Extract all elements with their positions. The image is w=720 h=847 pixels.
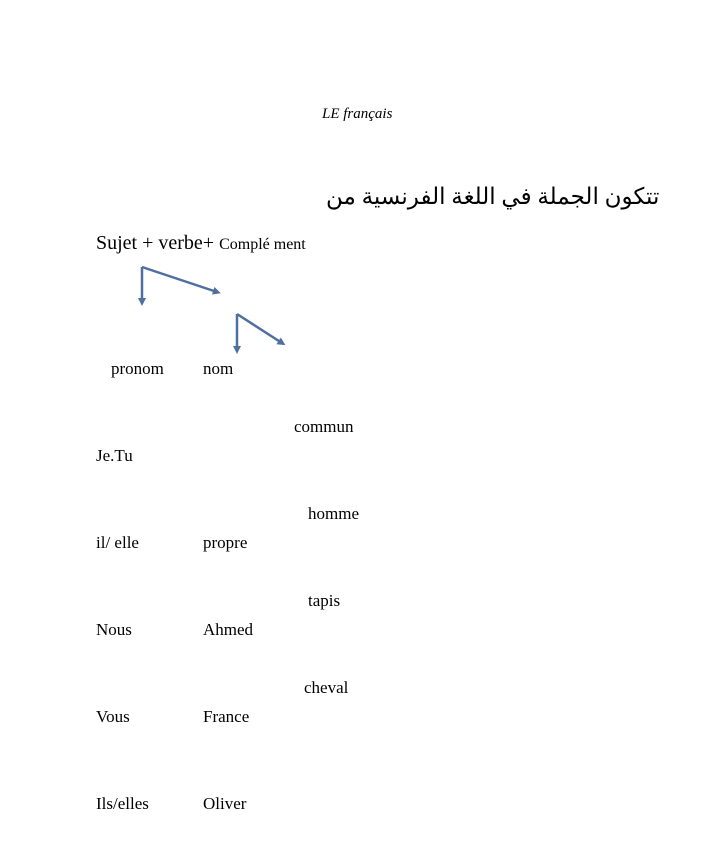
formula-part-subject-verb: Sujet + verbe+ bbox=[96, 232, 215, 254]
proper-noun-item: Ahmed bbox=[203, 620, 254, 639]
pronoun-header: pronom bbox=[111, 359, 164, 378]
common-noun-item: tapis bbox=[308, 591, 341, 610]
noun-header: nom bbox=[203, 359, 234, 378]
common-noun-item: homme bbox=[308, 504, 359, 523]
proper-noun-item: propre bbox=[203, 533, 248, 552]
proper-noun-item: Oliver bbox=[203, 794, 247, 813]
proper-noun-item: France bbox=[203, 707, 250, 726]
pronoun-item: Nous bbox=[96, 620, 132, 639]
common-noun-item: commun bbox=[294, 417, 354, 436]
page-title: LE français bbox=[322, 106, 393, 122]
pronoun-item: Je.Tu bbox=[96, 446, 133, 465]
pronoun-item: Vous bbox=[96, 707, 130, 726]
pronoun-item: il/ elle bbox=[96, 533, 139, 552]
arabic-heading: تتكون الجملة في اللغة الفرنسية من bbox=[326, 184, 660, 209]
common-noun-item: cheval bbox=[304, 678, 349, 697]
arrow-subject-to-noun bbox=[142, 267, 217, 292]
formula-part-complement: Complé ment bbox=[219, 236, 306, 253]
noun-column bbox=[203, 296, 253, 847]
pronoun-column bbox=[96, 296, 164, 847]
spacer bbox=[203, 441, 253, 470]
common-noun-column bbox=[294, 354, 359, 731]
pronoun-item: Ils/elles bbox=[96, 794, 149, 813]
